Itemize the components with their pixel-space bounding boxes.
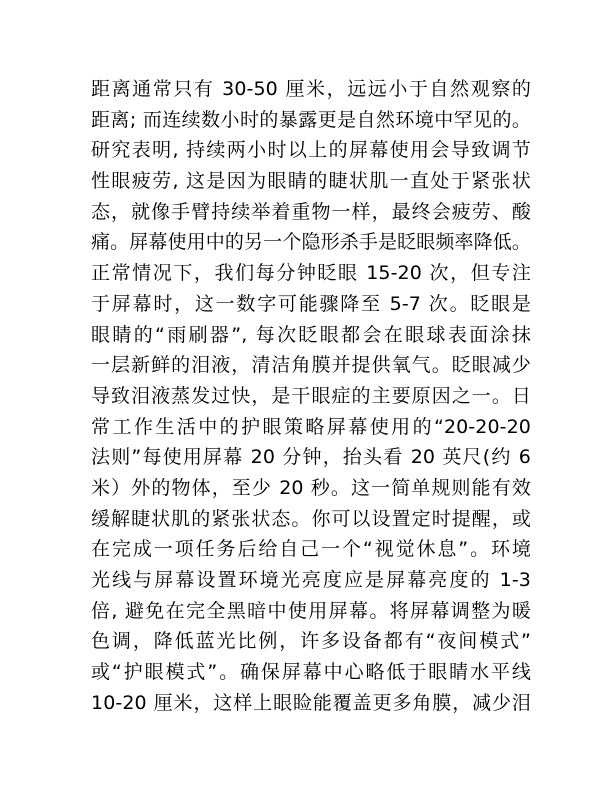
text-line: 导致泪液蒸发过快，是干眼症的主要原因之一。日 xyxy=(91,384,531,407)
text-line: 正常情况下，我们每分钟眨眼 15-20 次，但专注 xyxy=(91,262,531,285)
text-line: 10-20 厘米，这样上眼睑能覆盖更多角膜，减少泪 xyxy=(91,691,531,714)
body-text xyxy=(91,74,531,718)
text-line: 米）外的物体，至少 20 秒。这一简单规则能有效 xyxy=(91,476,531,499)
text-line: 法则”每使用屏幕 20 分钟，抬头看 20 英尺(约 6 xyxy=(91,446,531,469)
text-line: 常工作生活中的护眼策略屏幕使用的“20-20-20 xyxy=(91,415,531,438)
text-line: 研究表明, 持续两小时以上的屏幕使用会导致调节 xyxy=(91,139,531,162)
text-line: 一层新鲜的泪液，清洁角膜并提供氧气。眨眼减少 xyxy=(91,354,531,377)
text-line: 于屏幕时，这一数字可能骤降至 5-7 次。眨眼是 xyxy=(91,292,531,315)
text-line: 距离通常只有 30-50 厘米，远远小于自然观察的 xyxy=(91,78,531,100)
text-line: 距离; 而连续数小时的暴露更是自然环境中罕见的。 xyxy=(91,108,531,131)
text-line: 色调，降低蓝光比例，许多设备都有“夜间模式” xyxy=(91,630,531,653)
text-line: 缓解睫状肌的紧张状态。你可以设置定时提醒，或 xyxy=(91,507,531,530)
text-line: 在完成一项任务后给自己一个“视觉休息”。环境 xyxy=(91,538,531,561)
text-line: 态，就像手臂持续举着重物一样，最终会疲劳、酸 xyxy=(91,200,531,223)
text-line: 倍, 避免在完全黑暗中使用屏幕。将屏幕调整为暖 xyxy=(91,599,531,622)
text-line: 眼睛的“雨刷器”, 每次眨眼都会在眼球表面涂抹 xyxy=(91,323,531,346)
text-line: 光线与屏幕设置环境光亮度应是屏幕亮度的 1-3 xyxy=(91,569,531,591)
text-line: 痛。屏幕使用中的另一个隐形杀手是眨眼频率降低。 xyxy=(91,231,531,254)
text-line: 性眼疲劳, 这是因为眼睛的睫状肌一直处于紧张状 xyxy=(91,170,531,193)
text-line: 或“护眼模式”。确保屏幕中心略低于眼睛水平线 xyxy=(91,661,531,684)
